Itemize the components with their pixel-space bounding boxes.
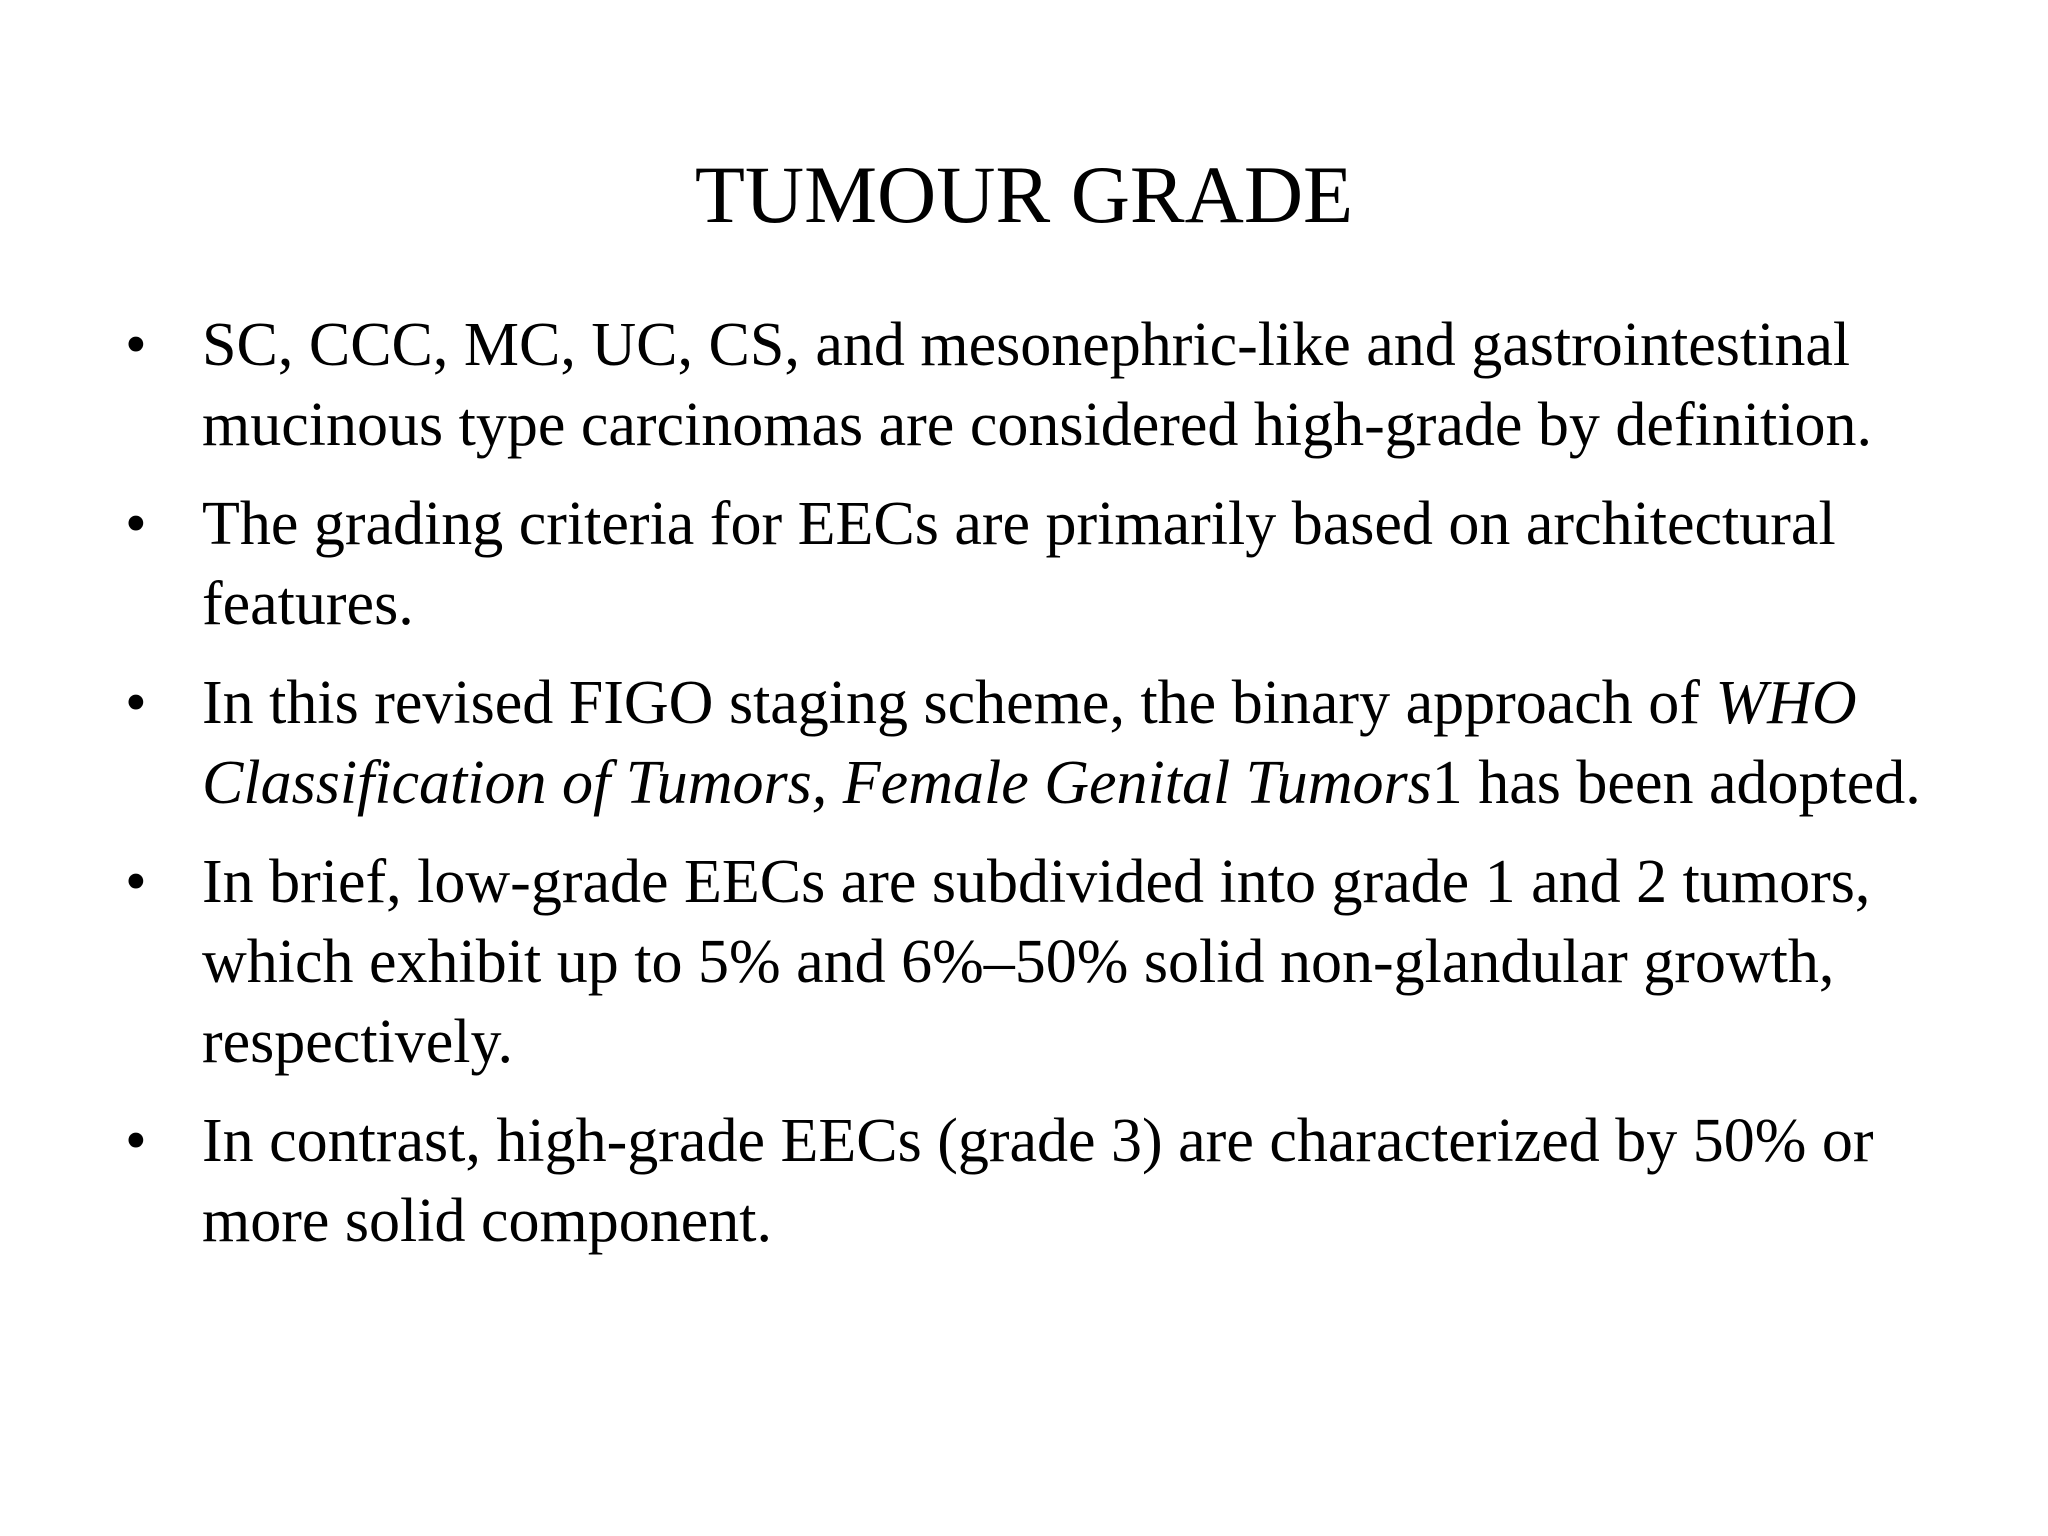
bullet-icon: • — [125, 848, 147, 916]
bullet-item-3 — [125, 663, 2015, 823]
bullet-item-1 — [125, 305, 2015, 465]
bullet-list — [125, 305, 2015, 1280]
bullet-item-4 — [125, 842, 2015, 1082]
slide-title: TUMOUR GRADE — [694, 149, 1354, 240]
bullet-text: SC, CCC, MC, UC, CS, and mesonephric-like and gastrointestinal mucinous type carcinomas are considered high-grade by definition. — [202, 311, 1873, 459]
bullet-text: In contrast, high-grade EECs (grade 3) are characterized by 50% or more solid component. — [202, 1107, 1874, 1255]
bullet-icon: • — [125, 669, 147, 737]
bullet-icon: • — [125, 311, 147, 379]
bullet-text-plain: 1 has been adopted. — [1431, 749, 1921, 817]
bullet-text: In brief, low-grade EECs are subdivided into grade 1 and 2 tumors, which exhibit up to 5% and 6%–50% solid non-glandular growth, respectively. — [202, 848, 1871, 1076]
bullet-item-5 — [125, 1101, 2015, 1261]
bullet-item-2 — [125, 484, 2015, 644]
bullet-text: The grading criteria for EECs are primarily based on architectural features. — [202, 490, 1836, 638]
bullet-icon: • — [125, 490, 147, 558]
bullet-text-plain: In this revised FIGO staging scheme, the binary approach of — [202, 669, 1716, 737]
bullet-icon: • — [125, 1107, 147, 1175]
bullet-text — [202, 669, 1921, 817]
bullet-text-italic-citation: WHO Classification of Tumors, Female Genital Tumors — [202, 669, 1857, 817]
